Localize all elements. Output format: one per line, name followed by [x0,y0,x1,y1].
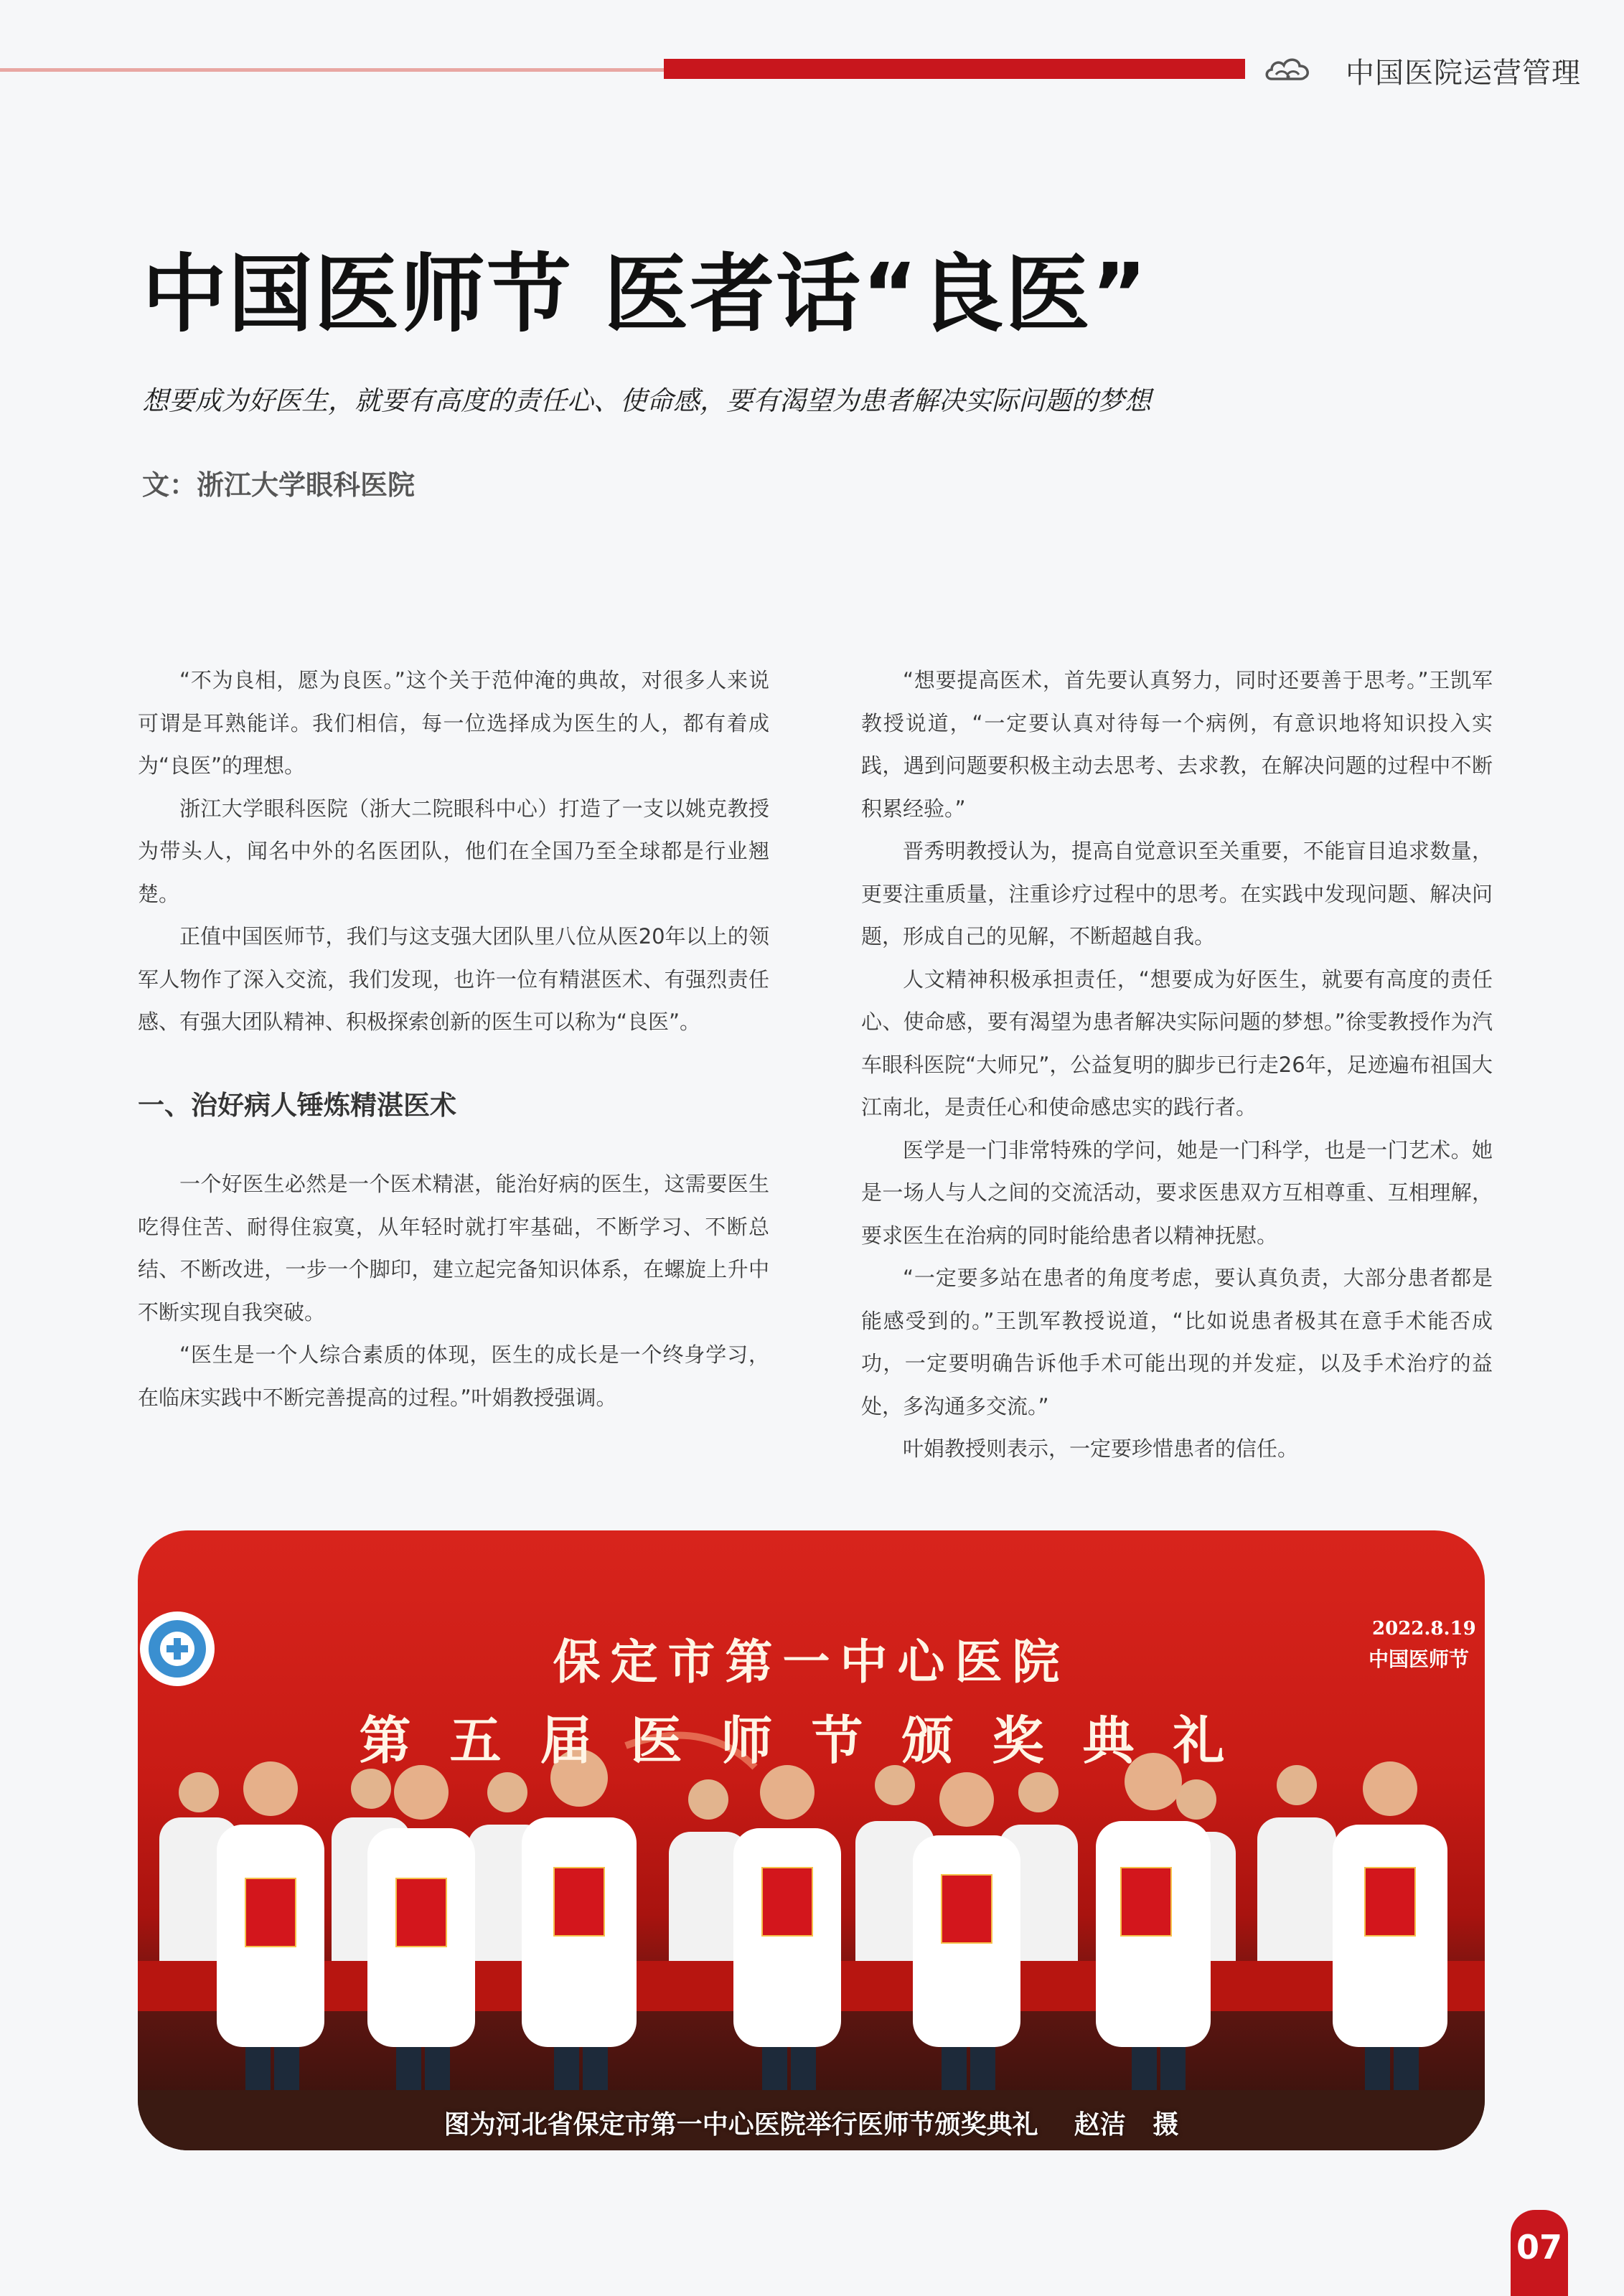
paragraph: 医学是一门非常特殊的学问，她是一门科学，也是一门艺术。她是一场人与人之间的交流活动，要求医患双方互相尊重、互相理解，要求医生在治病的同时能给患者以精神抚慰。 [861,1137,1493,1248]
page-number: 07 [1511,2210,1568,2296]
paragraph: “不为良相，愿为良医。”这个关于范仲淹的典故，对很多人来说可谓是耳熟能详。我们相信，每一位选择成为医生的人，都有着成为“良医”的理想。 [138,668,769,778]
banner-ceremony-title: 第五届医师节颁奖典礼 [359,1710,1264,1771]
left-column [138,659,769,1419]
publication-brand: 中国医院运营管理 [1346,57,1581,90]
header-rule-thin [0,68,664,72]
paragraph: “想要提高医术，首先要认真努力，同时还要善于思考。”王凯军教授说道，“一定要认真对待每一个病例，有意识地将知识投入实践，遇到问题要积极主动去思考、去求教，在解决问题的过程中不断积累经验。” [861,668,1493,821]
paragraph: 人文精神积极承担责任，“想要成为好医生，就要有高度的责任心、使命感，要有渴望为患者解决实际问题的梦想。”徐雯教授作为汽车眼科医院“大师兄”，公益复明的脚步已行走26年，足迹遍布祖国大江南北，是责任心和使命感忠实的践行者。 [861,966,1493,1119]
paragraph: 叶娟教授则表示，一定要珍惜患者的信任。 [903,1436,1299,1461]
banner-hospital-name: 保定市第一中心医院 [553,1634,1070,1690]
paragraph: 浙江大学眼科医院（浙大二院眼科中心）打造了一支以姚克教授为带头人，闻名中外的名医团队，他们在全国乃至全球都是行业翘楚。 [138,796,769,906]
header-rule-accent [664,59,1245,79]
banner-festival: 中国医师节 [1369,1647,1470,1671]
award-ceremony-photo [138,1530,1485,2150]
article-byline: 文：浙江大学眼科医院 [142,469,416,501]
paragraph: “一定要多站在患者的角度考虑，要认真负责，大部分患者都是能感受到的。”王凯军教授说道，“比如说患者极其在意手术能否成功，一定要明确告诉他手术可能出现的并发症，以及手术治疗的益处，多沟通多交流。” [861,1266,1493,1418]
paragraph: 一个好医生必然是一个医术精湛，能治好病的医生，这需要医生吃得住苦、耐得住寂寞，从年轻时就打牢基础，不断学习、不断总结、不断改进，一步一个脚印，建立起完备知识体系，在螺旋上升中不断实现自我突破。 [138,1172,769,1325]
paragraph: 正值中国医师节，我们与这支强大团队里八位从医20年以上的领军人物作了深入交流，我们发现，也许一位有精湛医术、有强烈责任感、有强大团队精神、积极探索创新的医生可以称为“良医”。 [138,924,769,1034]
article-title: 中国医师节 医者话“良医” [142,245,1149,344]
article-subtitle: 想要成为好医生，就要有高度的责任心、使命感，要有渴望为患者解决实际问题的梦想 [142,385,1151,416]
paragraph: “医生是一个人综合素质的体现，医生的成长是一个终身学习，在临床实践中不断完善提高的过程。”叶娟教授强调。 [138,1342,769,1410]
cloud-logo-icon [1263,53,1313,85]
section-heading: 一、治好病人锤炼精湛医术 [138,1089,456,1121]
paragraph: 晋秀明教授认为，提高自觉意识至关重要，不能盲目追求数量，更要注重质量，注重诊疗过程中的思考。在实践中发现问题、解决问题，形成自己的见解，不断超越自我。 [861,839,1493,949]
right-column [861,659,1493,1471]
banner-date: 2022.8.19 [1372,1618,1476,1639]
photo-caption: 图为河北省保定市第一中心医院举行医师节颁奖典礼 赵洁 摄 [443,2110,1179,2140]
